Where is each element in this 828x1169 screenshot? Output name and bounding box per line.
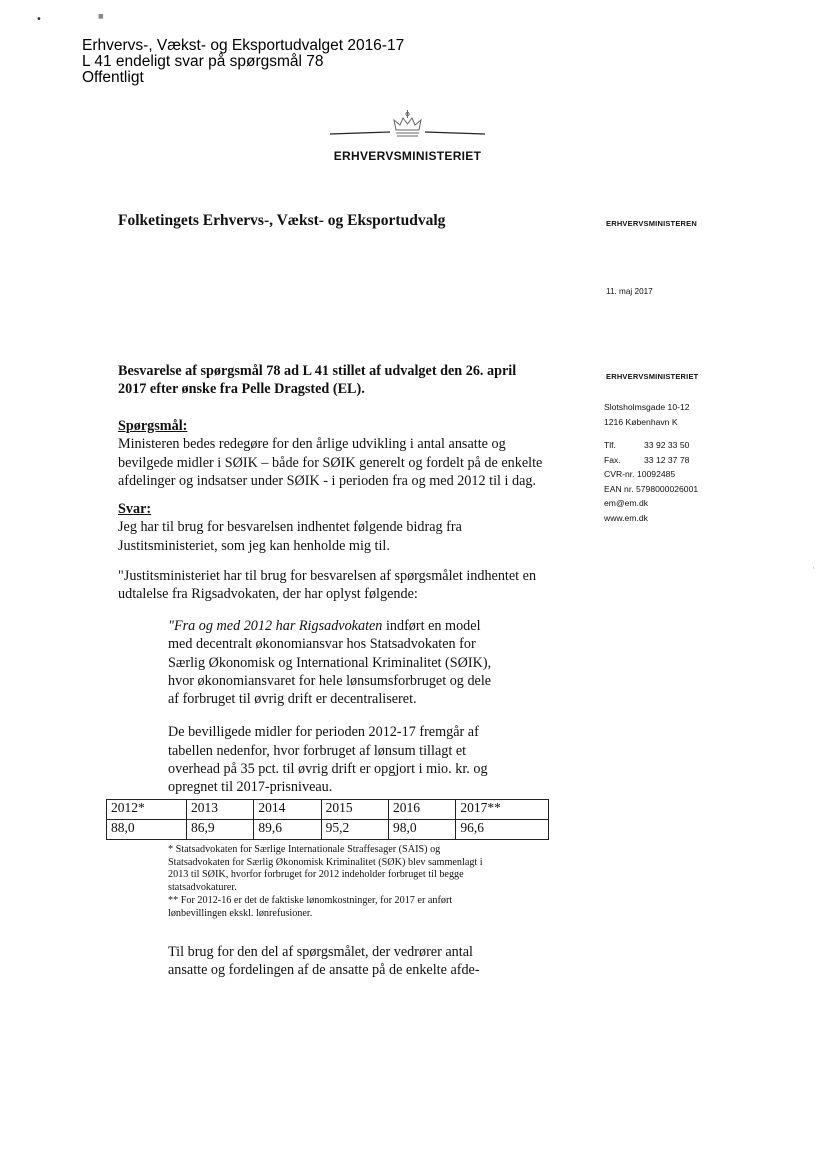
table-cell: 86,9 (186, 820, 253, 840)
table-cell: 89,6 (254, 820, 321, 840)
ministry-label: ERHVERVSMINISTERIET (606, 372, 699, 381)
document-header (82, 38, 404, 86)
header-status: Offentligt (82, 69, 144, 86)
answer-section (118, 500, 548, 555)
table-cell: 88,0 (107, 820, 187, 840)
closing-paragraph (168, 943, 496, 980)
quote-intro (118, 567, 548, 604)
table-cell: 95,2 (321, 820, 388, 840)
header-committee: Erhvervs-, Vækst- og Eksportudvalget 2016-17 (82, 37, 405, 54)
table-cell: 96,6 (456, 820, 549, 840)
budget-table (106, 799, 549, 840)
closing-text: Til brug for den del af spørgsmålet, der vedrører antal ansatte og fordelingen af de ansatte på de enkelte afde- (168, 944, 480, 979)
contact-block (604, 400, 698, 525)
fax-value: 33 12 37 78 (644, 454, 690, 465)
quote-paragraph-1 (168, 617, 496, 708)
ean-number: EAN nr. 5798000026001 (604, 483, 699, 494)
address-street: Slotsholmsgade 10-12 (604, 402, 690, 412)
table-header-cell: 2012* (107, 800, 187, 820)
table-header-cell: 2015 (321, 800, 388, 820)
email-link[interactable]: em@em.dk (604, 498, 649, 508)
quote-intro-text: "Justitsministeriet har til brug for besvarelsen af spørgsmålet indhentet en udtalelse fra Rigsadvokaten, der har oplyst følgende: (118, 568, 537, 603)
fax-row (604, 453, 698, 468)
answer-heading: Svar: (118, 501, 152, 517)
table-header-cell: 2014 (254, 800, 321, 820)
quote-italic-lead: "Fra og med 2012 har Rigsadvokaten (168, 618, 383, 634)
table-header-row (107, 800, 549, 820)
quote-block (168, 617, 496, 797)
answer-text: Jeg har til brug for besvarelsen indhentet følgende bidrag fra Justitsministeriet, som jeg kan henholde mig til. (118, 519, 462, 554)
table-header-cell: 2017** (456, 800, 549, 820)
table-cell: 98,0 (389, 820, 456, 840)
cvr-number: CVR-nr. 10092485 (604, 469, 676, 479)
quote-paragraph-2: De bevilligede midler for perioden 2012-17 fremgår af tabellen nedenfor, hvor forbruget af lønsum tillagt et overhead på 35 pct. til øvrig drift er opgjort i mio. kr. og opregnet til 2017-prisniveau. (168, 724, 488, 796)
footnote-1: * Statsadvokaten for Særlige Internationale Straffesager (SAIS) og Statsadvokaten for Særlig Økonomisk Kriminalitet (SØK) blev sammenlagt i 2013 til SØIK, hvorfor forbruget for 2012 indeholder forbruget til begge statsadvokaturer. (168, 844, 483, 894)
footnote-2: ** For 2012-16 er det de faktiske lønomkostninger, for 2017 er anført lønbevillingen ekskl. lønrefusioner. (168, 894, 453, 919)
table-header-cell: 2016 (389, 800, 456, 820)
letter-date: 11. maj 2017 (606, 287, 653, 296)
question-text: Ministeren bedes redegøre for den årlige udvikling i antal ansatte og bevilgede midler i SØIK – både for SØIK generelt og fordelt på de enkelte afdelinger og indsatser under SØIK - i perioden fra og med 2012 til i dag. (118, 436, 543, 489)
ministry-logo (330, 108, 485, 168)
phone-row (604, 438, 698, 453)
fax-label: Fax. (604, 454, 621, 465)
quote-paragraph-1-text: indført en model med decentralt økonomiansvar hos Statsadvokaten for Særlig Økonomisk og International Kriminalitet (SØIK), hvor økonomiansvaret for hele lønsumsforbruget og dele af forbruget til øvrig drift er decentraliseret. (168, 618, 492, 708)
scan-mark: ■ (98, 13, 104, 20)
website-link[interactable]: www.em.dk (604, 512, 648, 523)
phone-label: Tlf. (604, 440, 616, 450)
table-row (107, 820, 549, 840)
table-header-cell: 2013 (186, 800, 253, 820)
phone-value: 33 92 33 50 (644, 440, 690, 450)
letter-title (118, 362, 548, 399)
scan-mark: • (36, 14, 42, 25)
table-footnotes (168, 844, 496, 920)
question-section (118, 417, 548, 490)
scan-mark: · (812, 563, 815, 573)
recipient: Folketingets Erhvervs-, Vækst- og Eksportudvalg (118, 212, 446, 229)
ministry-name: ERHVERVSMINISTERIET (333, 149, 482, 163)
crown-icon (330, 108, 485, 148)
question-heading: Spørgsmål: (118, 418, 188, 434)
header-reference: L 41 endeligt svar på spørgsmål 78 (82, 53, 324, 70)
sender-label: ERHVERVSMINISTEREN (606, 219, 697, 228)
letter-title-text: Besvarelse af spørgsmål 78 ad L 41 stillet af udvalget den 26. april 2017 efter ønske fra Pelle Dragsted (EL). (118, 363, 517, 398)
address-city: 1216 København K (604, 416, 678, 427)
